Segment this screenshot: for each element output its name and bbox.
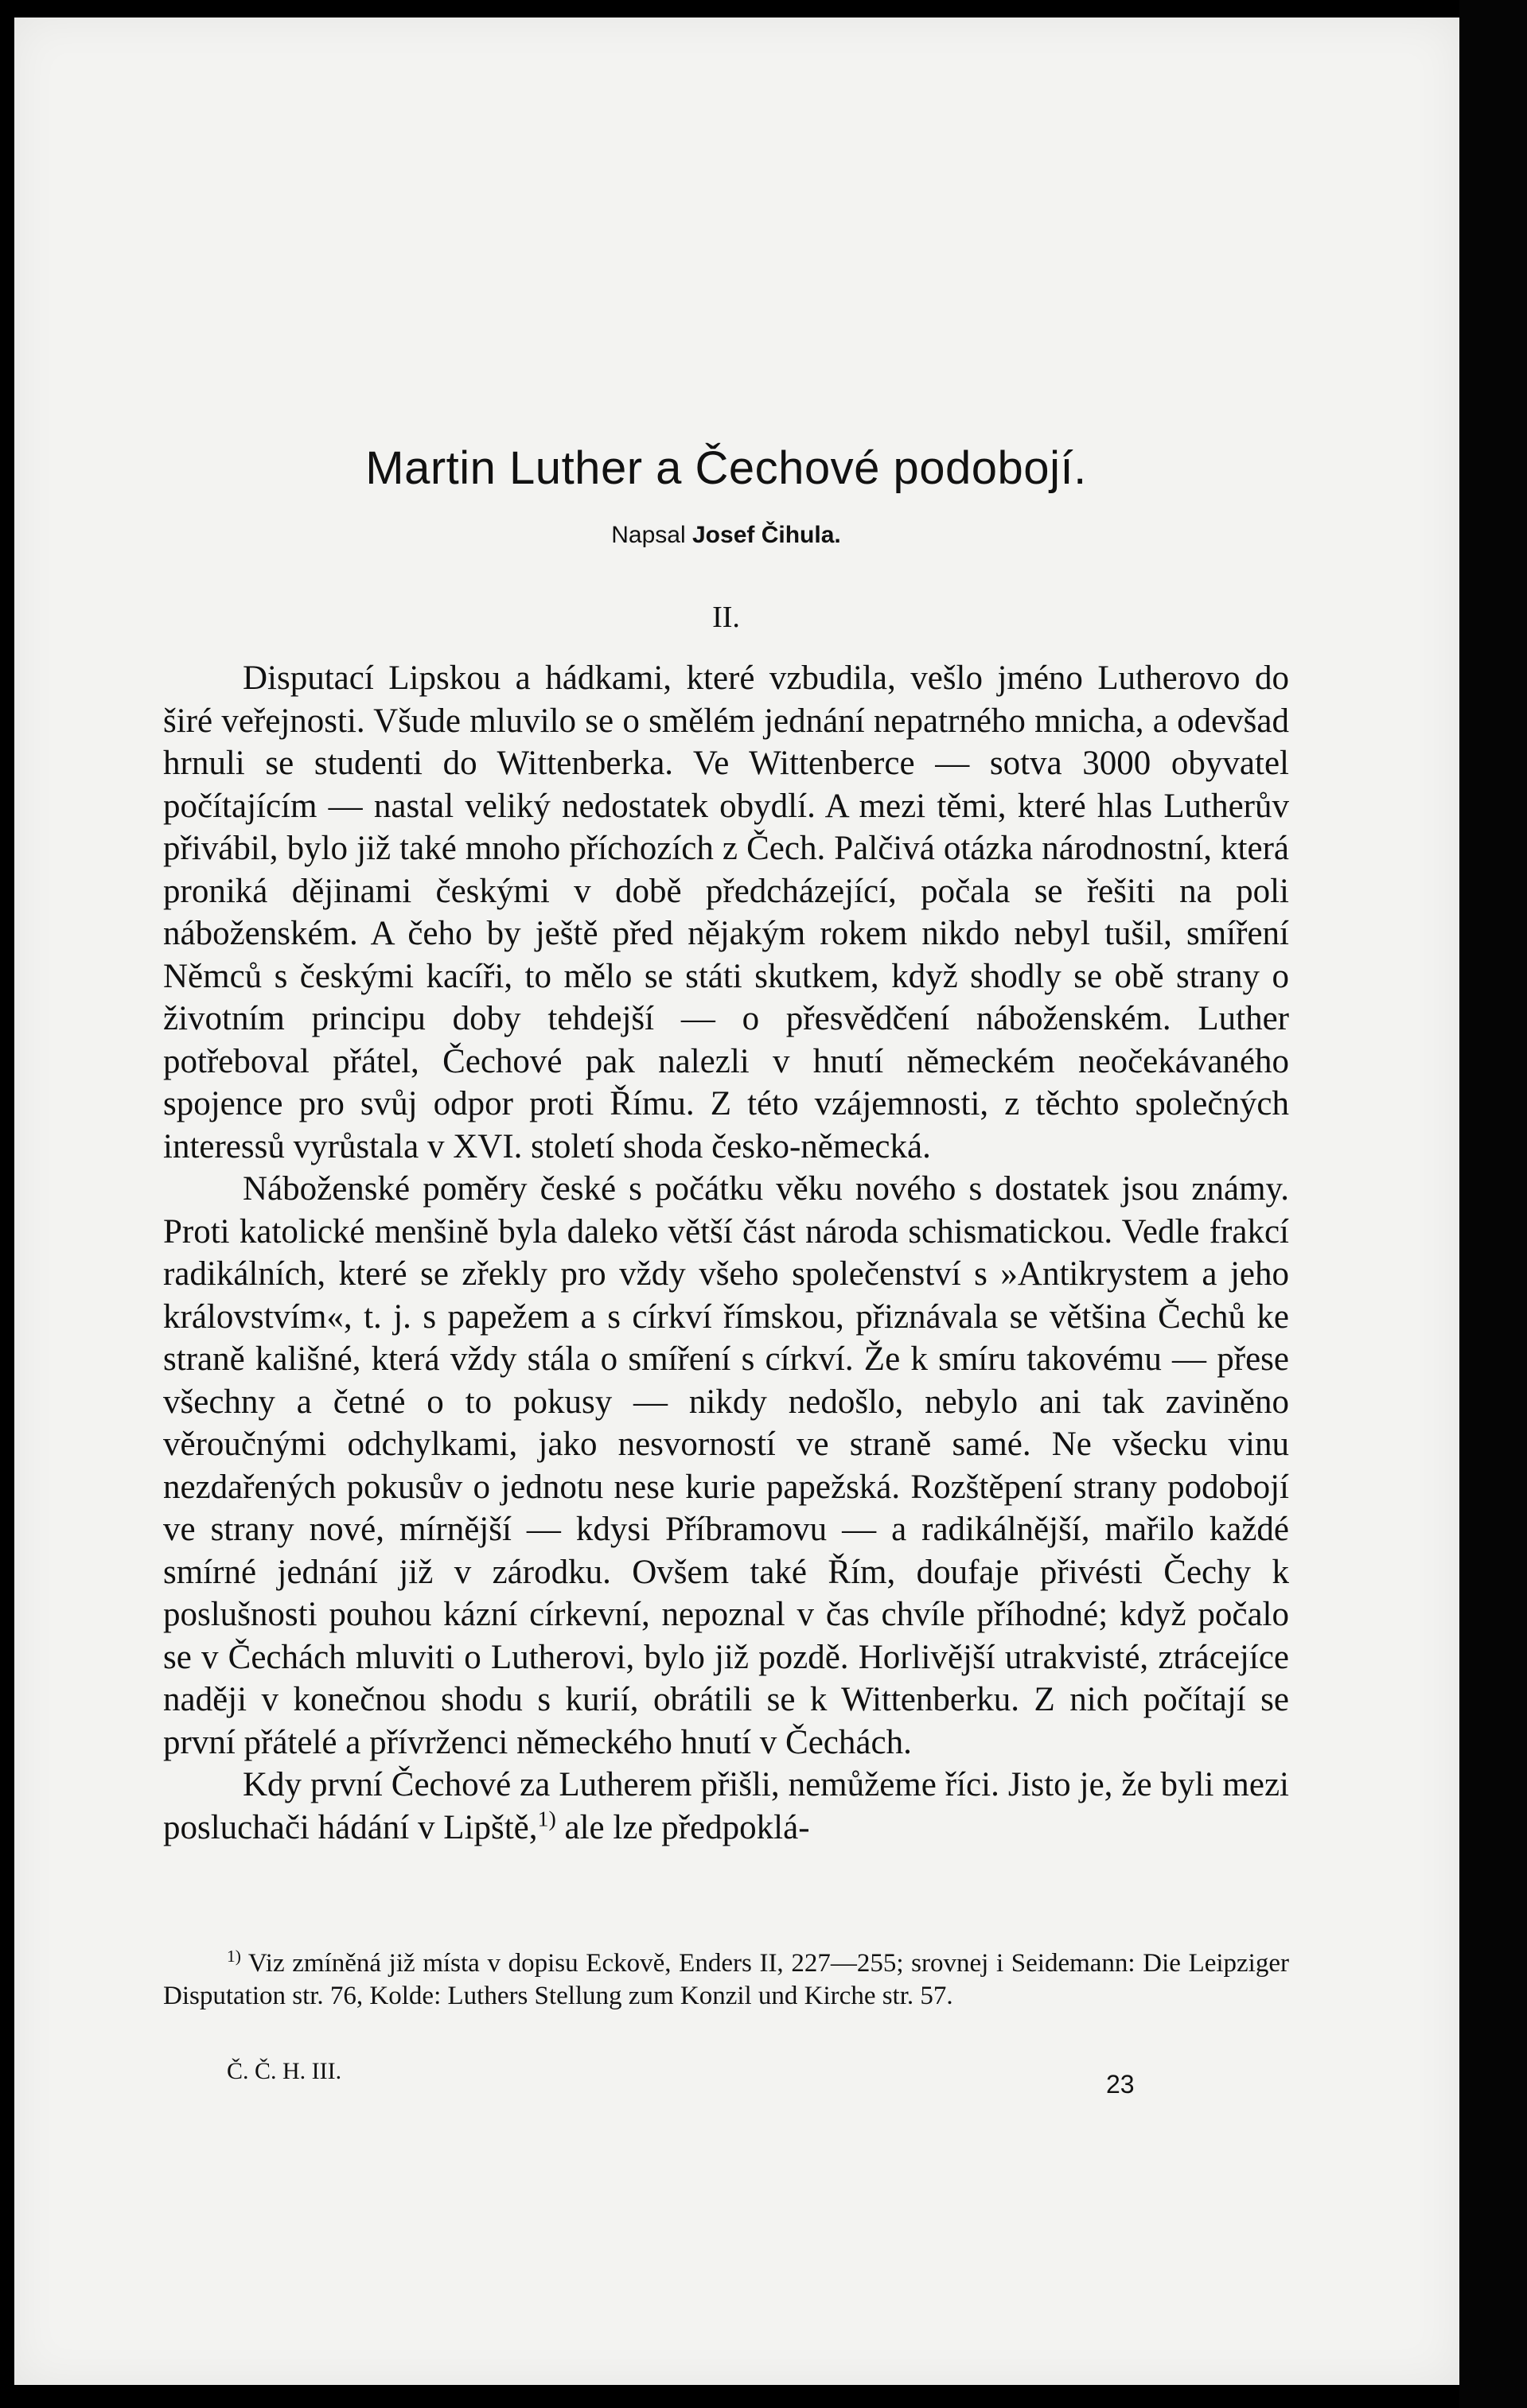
byline-prefix: Napsal xyxy=(611,522,686,548)
byline xyxy=(163,522,1289,549)
footnotes xyxy=(163,1947,1289,2013)
article-body xyxy=(163,657,1289,1849)
footnote xyxy=(163,1947,1289,2013)
author-name: Josef Čihula. xyxy=(692,522,841,548)
paragraph xyxy=(163,1764,1289,1849)
scan-border xyxy=(1459,0,1527,2408)
printer-signature: Č. Č. H. III. xyxy=(227,2058,342,2084)
footnote-marker: 1) xyxy=(227,1947,241,1966)
paragraph-tail: ale lze předpoklá- xyxy=(555,1808,810,1846)
paragraph: Náboženské poměry české s počátku věku nového s dostatek jsou známy. Proti katolické menšině byla daleko větší část národa schismatickou. Vedle frakcí radikálních, které se zřekly pro vždy všeho společenství s »Antikrystem a jeho královstvím«, t. j. s papežem a s církví římskou, přiznávala se většina Čechů ke straně kališné, která vždy stála o smíření s církví. Že k smíru takovému — přese všechny a četné o to pokusy — nikdy nedošlo, nebylo ani tak zaviněno věroučnými odchylkami, jako nesvorností ve straně samé. Ne všecku vinu nezdařených pokusův o jednotu nese kurie papežská. Rozštěpení strany podobojí ve strany nové, mírnější — kdysi Příbramovu — a radikálnější, mařilo každé smírné jednání již v zárodku. Ovšem také Řím, doufaje přivésti Čechy k poslušnosti pouhou kázní církevní, nepoznal v čas chvíle příhodné; když počalo se v Čechách mluviti o Lutherovi, bylo již pozdě. Horlivější utrakvisté, ztrácejíce naději v konečnou shodu s kurií, obrátili se k Wittenberku. Z nich počítají se první přátelé a přívrženci německého hnutí v Čechách. xyxy=(163,1170,1289,1761)
footnote-text: Viz zmíněná již místa v dopisu Eckově, Enders II, 227—255; srovnej i Seidemann: Die Leipziger Disputation str. 76, Kolde: Luthers Stellung zum Konzil und Kirche str. 57. xyxy=(163,1949,1289,2010)
paragraph-text: Kdy první Čechové za Lutherem přišli, nemůžeme říci. Jisto je, že byli mezi posluchači hádání v Lipště, xyxy=(163,1766,1289,1846)
article-title: Martin Luther a Čechové podobojí. xyxy=(365,442,1087,494)
article xyxy=(163,442,1289,1849)
paragraph: Disputací Lipskou a hádkami, které vzbudila, vešlo jméno Lutherovo do širé veřejnosti. Všude mluvilo se o smělém jednání nepatrného mnicha, a odevšad hrnuli se studenti do Wittenberka. Ve Wittenberce — sotva 3000 obyvatel počítajícím — nastal veliký nedostatek obydlí. A mezi těmi, které hlas Lutherův přivábil, bylo již také mnoho příchozích z Čech. Palčivá otázka národnostní, která proniká dějinami českými v době předcházející, počala se řešiti na poli náboženském. A čeho by ještě před nějakým rokem nikdo nebyl tušil, smíření Němců s českými kacíři, to mělo se státi skutkem, když shodly se obě strany o životním principu doby tehdejší — o přesvědčení náboženském. Luther potřeboval přátel, Čechové pak nalezli v hnutí německém neočekávaného spojence pro svůj odpor proti Římu. Z této vzájemnosti, z těchto společných interessů vyrůstala v XVI. století shoda česko-německá. xyxy=(163,659,1289,1165)
footnote-reference[interactable]: 1) xyxy=(537,1807,556,1832)
page-number: 23 xyxy=(1106,2070,1135,2099)
section-number: II. xyxy=(712,601,740,634)
